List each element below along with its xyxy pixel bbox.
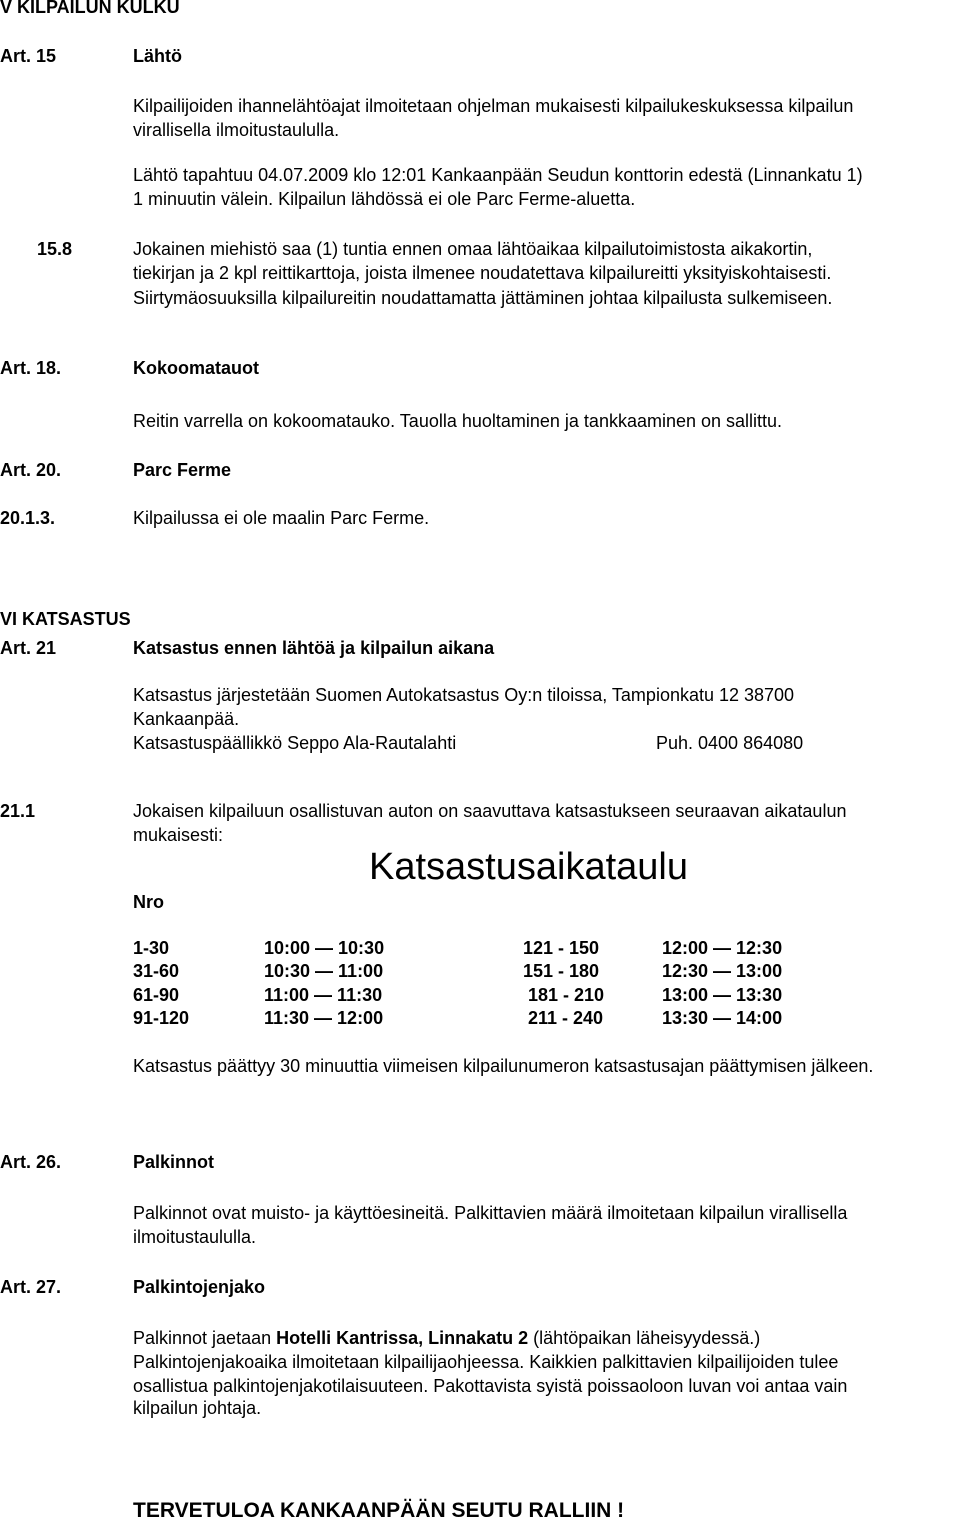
article-number: Art. 18. xyxy=(0,358,62,378)
schedule-column-header: Nro xyxy=(133,892,164,912)
article-number: Art. 26. xyxy=(0,1152,62,1172)
schedule-cell: 12:30 — 13:00 xyxy=(662,961,783,981)
paragraph-line: tiekirjan ja 2 kpl reittikarttoja, joista ilmenee noudatettava kilpailureitti yksityiskohtaisesti. xyxy=(133,263,832,283)
schedule-note: Katsastus päättyy 30 minuuttia viimeisen kilpailunumeron katsastusajan päättymisen jälkeen. xyxy=(133,1056,874,1076)
section-heading: VI KATSASTUS xyxy=(0,609,131,629)
paragraph-line xyxy=(133,1329,760,1347)
text-span: Palkinnot jaetaan xyxy=(133,1328,277,1348)
article-number: Art. 27. xyxy=(0,1277,62,1297)
schedule-cell: 13:00 — 13:30 xyxy=(662,985,783,1005)
schedule-cell: 31-60 xyxy=(133,961,180,981)
text-span: (lähtöpaikan läheisyydessä.) xyxy=(528,1328,761,1348)
schedule-cell: 151 - 180 xyxy=(523,961,600,981)
schedule-cell: 10:30 — 11:00 xyxy=(264,961,384,981)
schedule-cell: 13:30 — 14:00 xyxy=(662,1008,783,1028)
paragraph-line: Palkintojenjakoaika ilmoitetaan kilpailijaohjeessa. Kaikkien palkittavien kilpailijoiden tulee xyxy=(133,1352,839,1372)
paragraph-line: ilmoitustaululla. xyxy=(133,1227,257,1247)
paragraph-line: osallistua palkintojenjakotilaisuuteen. Pakottavista syistä poissaoloon luvan voi antaa vain xyxy=(133,1376,848,1396)
article-title: Parc Ferme xyxy=(133,460,232,480)
paragraph-line: Lähtö tapahtuu 04.07.2009 klo 12:01 Kankaanpään Seudun konttorin edestä (Linnankatu 1) xyxy=(133,165,863,185)
paragraph-line: Jokaisen kilpailuun osallistuvan auton on saavuttava katsastukseen seuraavan aikataulun xyxy=(133,801,847,821)
article-title: Kokoomatauot xyxy=(133,358,259,378)
schedule-cell: 91-120 xyxy=(133,1008,190,1028)
schedule-cell: 181 - 210 xyxy=(523,985,605,1005)
paragraph-line: kilpailun johtaja. xyxy=(133,1398,262,1418)
article-title: Palkintojenjako xyxy=(133,1277,266,1297)
schedule-title: Katsastusaikataulu xyxy=(369,846,688,888)
contact-phone: Puh. 0400 864080 xyxy=(656,733,804,753)
article-number: Art. 21 xyxy=(0,638,57,658)
schedule-cell: 61-90 xyxy=(133,985,180,1005)
paragraph-line: mukaisesti: xyxy=(133,825,224,845)
closing-greeting: TERVETULOA KANKAANPÄÄN SEUTU RALLIIN ! xyxy=(133,1499,625,1522)
clause-number: 15.8 xyxy=(37,239,73,259)
paragraph-line: virallisella ilmoitustaululla. xyxy=(133,120,340,140)
paragraph-line: Reitin varrella on kokoomatauko. Tauolla huoltaminen ja tankkaaminen on sallittu. xyxy=(133,411,783,431)
paragraph-line: Palkinnot ovat muisto- ja käyttöesineitä. Palkittavien määrä ilmoitetaan kilpailun virallisella xyxy=(133,1203,848,1223)
paragraph-line: Kankaanpää. xyxy=(133,709,240,729)
schedule-cell: 211 - 240 xyxy=(523,1008,604,1028)
schedule-cell: 11:30 — 12:00 xyxy=(264,1008,384,1028)
paragraph-line: Kilpailussa ei ole maalin Parc Ferme. xyxy=(133,508,430,528)
clause-number: 20.1.3. xyxy=(0,508,56,528)
schedule-cell: 10:00 — 10:30 xyxy=(264,938,385,958)
contact-name: Katsastuspäällikkö Seppo Ala-Rautalahti xyxy=(133,733,457,753)
paragraph-line: Jokainen miehistö saa (1) tuntia ennen omaa lähtöaikaa kilpailutoimistosta aikakortin, xyxy=(133,239,813,259)
paragraph-line: Katsastus järjestetään Suomen Autokatsastus Oy:n tiloissa, Tampionkatu 12 38700 xyxy=(133,685,795,705)
section-heading: V KILPAILUN KULKU xyxy=(0,0,180,17)
article-title: Palkinnot xyxy=(133,1152,215,1172)
paragraph-line: 1 minuutin välein. Kilpailun lähdössä ei ole Parc Ferme-aluetta. xyxy=(133,189,636,209)
article-number: Art. 15 xyxy=(0,46,57,66)
venue-name: Hotelli Kantrissa, Linnakatu 2 xyxy=(276,1328,529,1348)
article-number: Art. 20. xyxy=(0,460,62,480)
article-title: Lähtö xyxy=(133,46,182,66)
paragraph-line: Siirtymäosuuksilla kilpailureitin noudattamatta jättäminen johtaa kilpailusta sulkemiseen. xyxy=(133,288,833,308)
schedule-cell: 11:00 — 11:30 xyxy=(264,985,383,1005)
schedule-cell: 121 - 150 xyxy=(523,938,600,958)
paragraph-line: Kilpailijoiden ihannelähtöajat ilmoitetaan ohjelman mukaisesti kilpailukeskuksessa kilpailun xyxy=(133,96,854,116)
clause-number: 21.1 xyxy=(0,801,36,821)
schedule-cell: 1-30 xyxy=(133,938,170,958)
schedule-cell: 12:00 — 12:30 xyxy=(662,938,783,958)
article-title: Katsastus ennen lähtöä ja kilpailun aikana xyxy=(133,638,495,658)
